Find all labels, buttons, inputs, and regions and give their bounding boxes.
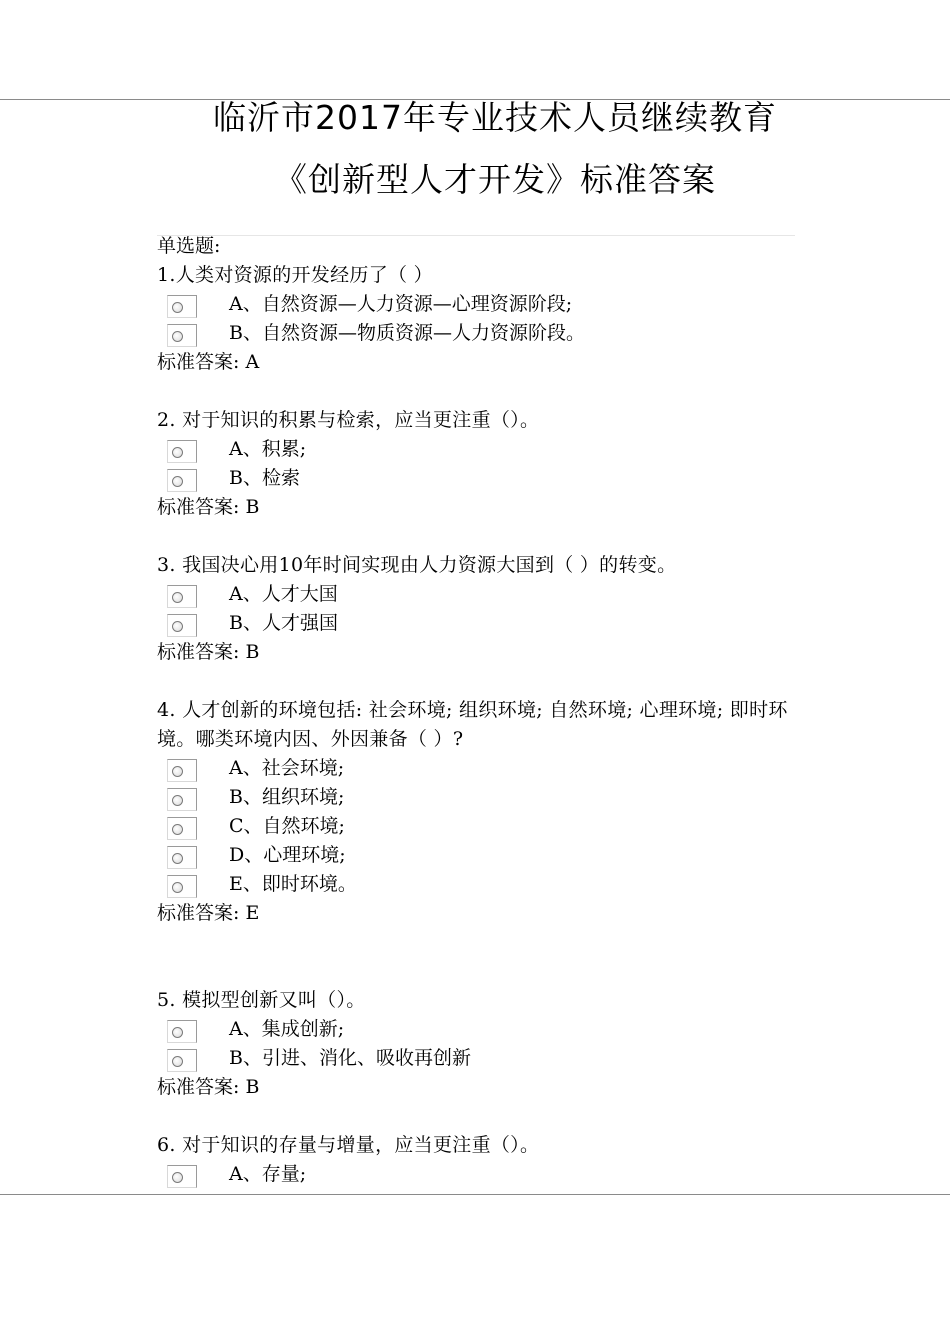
answer-value: B	[245, 1076, 260, 1098]
radio-circle-icon	[172, 824, 183, 835]
option-label: D、心理环境;	[229, 844, 346, 866]
radio-button[interactable]	[167, 585, 197, 608]
option-label: C、自然环境;	[229, 815, 345, 837]
radio-button[interactable]	[167, 614, 197, 637]
option-label: B、自然资源—物质资源—人力资源阶段。	[229, 322, 585, 344]
radio-circle-icon	[172, 621, 183, 632]
answer-value: A	[245, 351, 260, 373]
radio-button[interactable]	[167, 1049, 197, 1072]
answer-value: E	[245, 902, 260, 924]
answer-label: 标准答案:	[157, 902, 240, 924]
answer-option[interactable]	[157, 464, 797, 493]
question-text: 2. 对于知识的积累与检索，应当更注重（）。	[157, 409, 540, 431]
radio-circle-icon	[172, 331, 183, 342]
standard-answer	[157, 348, 797, 377]
question-text: 3. 我国决心用10年时间实现由人力资源大国到（ ）的转变。	[157, 554, 677, 576]
radio-circle-icon	[172, 447, 183, 458]
radio-circle-icon	[172, 795, 183, 806]
radio-button[interactable]	[167, 1165, 197, 1188]
option-label: A、人才大国	[229, 583, 338, 605]
answer-option[interactable]	[157, 754, 797, 783]
standard-answer	[157, 638, 797, 667]
section-label: 单选题:	[157, 235, 221, 257]
page-title-line1: 临沂市2017年专业技术人员继续教育	[213, 98, 777, 137]
option-label: A、存量;	[229, 1163, 307, 1185]
answer-value: B	[245, 496, 260, 518]
option-label: A、社会环境;	[229, 757, 345, 779]
answer-label: 标准答案:	[157, 496, 240, 518]
answer-option[interactable]	[157, 1015, 797, 1044]
radio-circle-icon	[172, 1027, 183, 1038]
radio-button[interactable]	[167, 440, 197, 463]
answer-option[interactable]	[157, 435, 797, 464]
standard-answer	[157, 493, 797, 522]
radio-button[interactable]	[167, 469, 197, 492]
answer-option[interactable]	[157, 580, 797, 609]
radio-button[interactable]	[167, 324, 197, 347]
answer-option[interactable]	[157, 812, 797, 841]
question-text: 4. 人才创新的环境包括: 社会环境; 组织环境; 自然环境; 心理环境; 即时环境。哪类环境内因、外因兼备（ ）?	[157, 699, 788, 750]
answer-option[interactable]	[157, 1044, 797, 1073]
radio-button[interactable]	[167, 759, 197, 782]
standard-answer	[157, 899, 797, 928]
option-label: B、组织环境;	[229, 786, 345, 808]
radio-circle-icon	[172, 882, 183, 893]
option-label: A、积累;	[229, 438, 307, 460]
page-title-line2: 《创新型人才开发》标准答案	[274, 160, 716, 199]
answer-option[interactable]	[157, 609, 797, 638]
answer-value: B	[245, 641, 260, 663]
answer-option[interactable]	[157, 319, 797, 348]
option-label: E、即时环境。	[229, 873, 357, 895]
radio-button[interactable]	[167, 817, 197, 840]
radio-button[interactable]	[167, 295, 197, 318]
answer-label: 标准答案:	[157, 351, 240, 373]
option-label: B、检索	[229, 467, 300, 489]
answer-label: 标准答案:	[157, 1076, 240, 1098]
radio-button[interactable]	[167, 1020, 197, 1043]
answer-label: 标准答案:	[157, 641, 240, 663]
question-list	[157, 232, 797, 1189]
radio-circle-icon	[172, 766, 183, 777]
answer-option[interactable]	[157, 290, 797, 319]
question-text: 1.人类对资源的开发经历了（ ）	[157, 264, 433, 286]
page-bottom-border	[0, 1194, 950, 1195]
option-label: B、引进、消化、吸收再创新	[229, 1047, 471, 1069]
answer-option[interactable]	[157, 1160, 797, 1189]
radio-circle-icon	[172, 1056, 183, 1067]
radio-button[interactable]	[167, 875, 197, 898]
answer-option[interactable]	[157, 870, 797, 899]
answer-option[interactable]	[157, 841, 797, 870]
radio-circle-icon	[172, 1172, 183, 1183]
answer-option[interactable]	[157, 783, 797, 812]
question-text: 5. 模拟型创新又叫（）。	[157, 989, 366, 1011]
radio-circle-icon	[172, 853, 183, 864]
question-text: 6. 对于知识的存量与增量，应当更注重（）。	[157, 1134, 540, 1156]
radio-circle-icon	[172, 592, 183, 603]
option-label: A、自然资源—人力资源—心理资源阶段;	[229, 293, 573, 315]
radio-circle-icon	[172, 302, 183, 313]
option-label: A、集成创新;	[229, 1018, 345, 1040]
standard-answer	[157, 1073, 797, 1102]
radio-button[interactable]	[167, 788, 197, 811]
radio-circle-icon	[172, 476, 183, 487]
option-label: B、人才强国	[229, 612, 338, 634]
radio-button[interactable]	[167, 846, 197, 869]
